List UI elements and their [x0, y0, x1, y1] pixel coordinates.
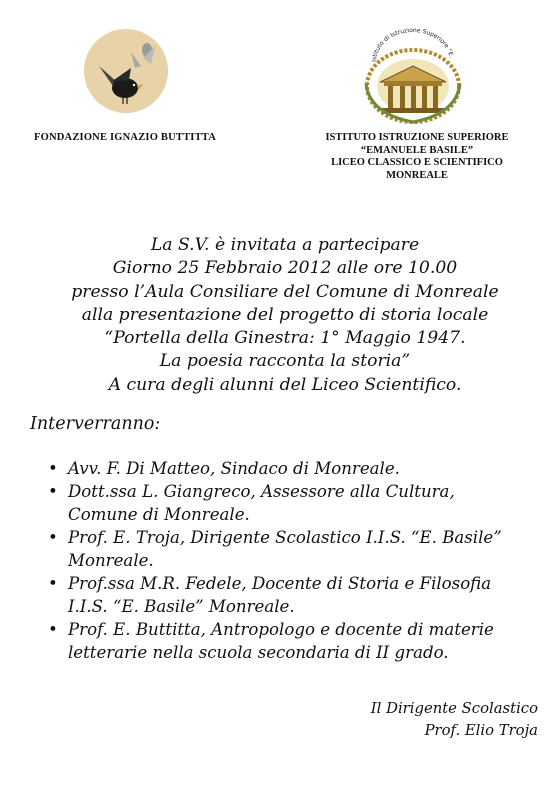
speaker-line: Prof. E. Troja, Dirigente Scolastico I.I.S. “E. Basile” — [68, 528, 502, 547]
bird-logo-icon — [83, 28, 169, 114]
invitation-line: presso l’Aula Consiliare del Comune di Monreale — [71, 281, 499, 302]
invitation-line: alla presentazione del progetto di storia locale — [81, 304, 489, 325]
speaker-item — [46, 618, 546, 664]
speakers-list — [46, 457, 546, 664]
fondazione-buttitta-logo — [83, 28, 169, 114]
speaker-item — [46, 572, 546, 618]
invitation-line: “Portella della Ginestra: 1° Maggio 1947. — [104, 328, 466, 349]
speaker-item — [46, 457, 546, 480]
signature-name: Prof. Elio Troja — [424, 722, 538, 739]
school-name-block — [312, 132, 522, 182]
speaker-line: I.I.S. “E. Basile” Monreale. — [68, 597, 295, 616]
bullet-icon: • — [48, 482, 58, 501]
invitation-line: La S.V. è invitata a partecipare — [150, 235, 420, 255]
signature-block — [371, 698, 538, 742]
speaker-line: Prof.ssa M.R. Fedele, Docente di Storia e Filosofia — [68, 574, 492, 593]
speaker-line: Prof. E. Buttitta, Antropologo e docente di materie — [68, 620, 494, 639]
speaker-line: Monreale. — [68, 551, 154, 570]
invitation-line: A cura degli alunni del Liceo Scientifico. — [108, 374, 462, 395]
bullet-icon: • — [48, 574, 58, 593]
speaker-line: Dott.ssa L. Giangreco, Assessore alla Cultura, — [68, 482, 455, 501]
bullet-icon: • — [48, 459, 58, 478]
invitation-line: Giorno 25 Febbraio 2012 alle ore 10.00 — [112, 258, 458, 279]
school-name-line: MONREALE — [386, 169, 448, 181]
speaker-line: Avv. F. Di Matteo, Sindaco di Monreale. — [68, 459, 400, 478]
bullet-icon: • — [48, 528, 58, 547]
svg-text:Istituto di Istruzione Superio: Istituto di Istruzione Superiore "E. — [370, 26, 455, 63]
foundation-name: FONDAZIONE IGNAZIO BUTTITTA — [34, 132, 216, 143]
school-name-line: ISTITUTO ISTRUZIONE SUPERIORE — [325, 132, 509, 143]
school-name-line: “EMANUELE BASILE” — [360, 144, 474, 156]
bullet-icon: • — [48, 620, 58, 639]
speakers-heading: Interverranno: — [30, 414, 161, 434]
school-name-line: LICEO CLASSICO E SCIENTIFICO — [331, 157, 503, 168]
speaker-item — [46, 480, 546, 526]
invitation-text — [30, 234, 540, 397]
speaker-line: letterarie nella scuola secondaria di II grado. — [68, 643, 449, 662]
speaker-item — [46, 526, 546, 572]
invitation-line: La poesia racconta la storia” — [159, 351, 411, 372]
speaker-line: Comune di Monreale. — [68, 505, 250, 524]
istituto-basile-seal — [358, 22, 468, 126]
school-seal-icon — [358, 22, 468, 126]
signature-title: Il Dirigente Scolastico — [370, 700, 538, 717]
